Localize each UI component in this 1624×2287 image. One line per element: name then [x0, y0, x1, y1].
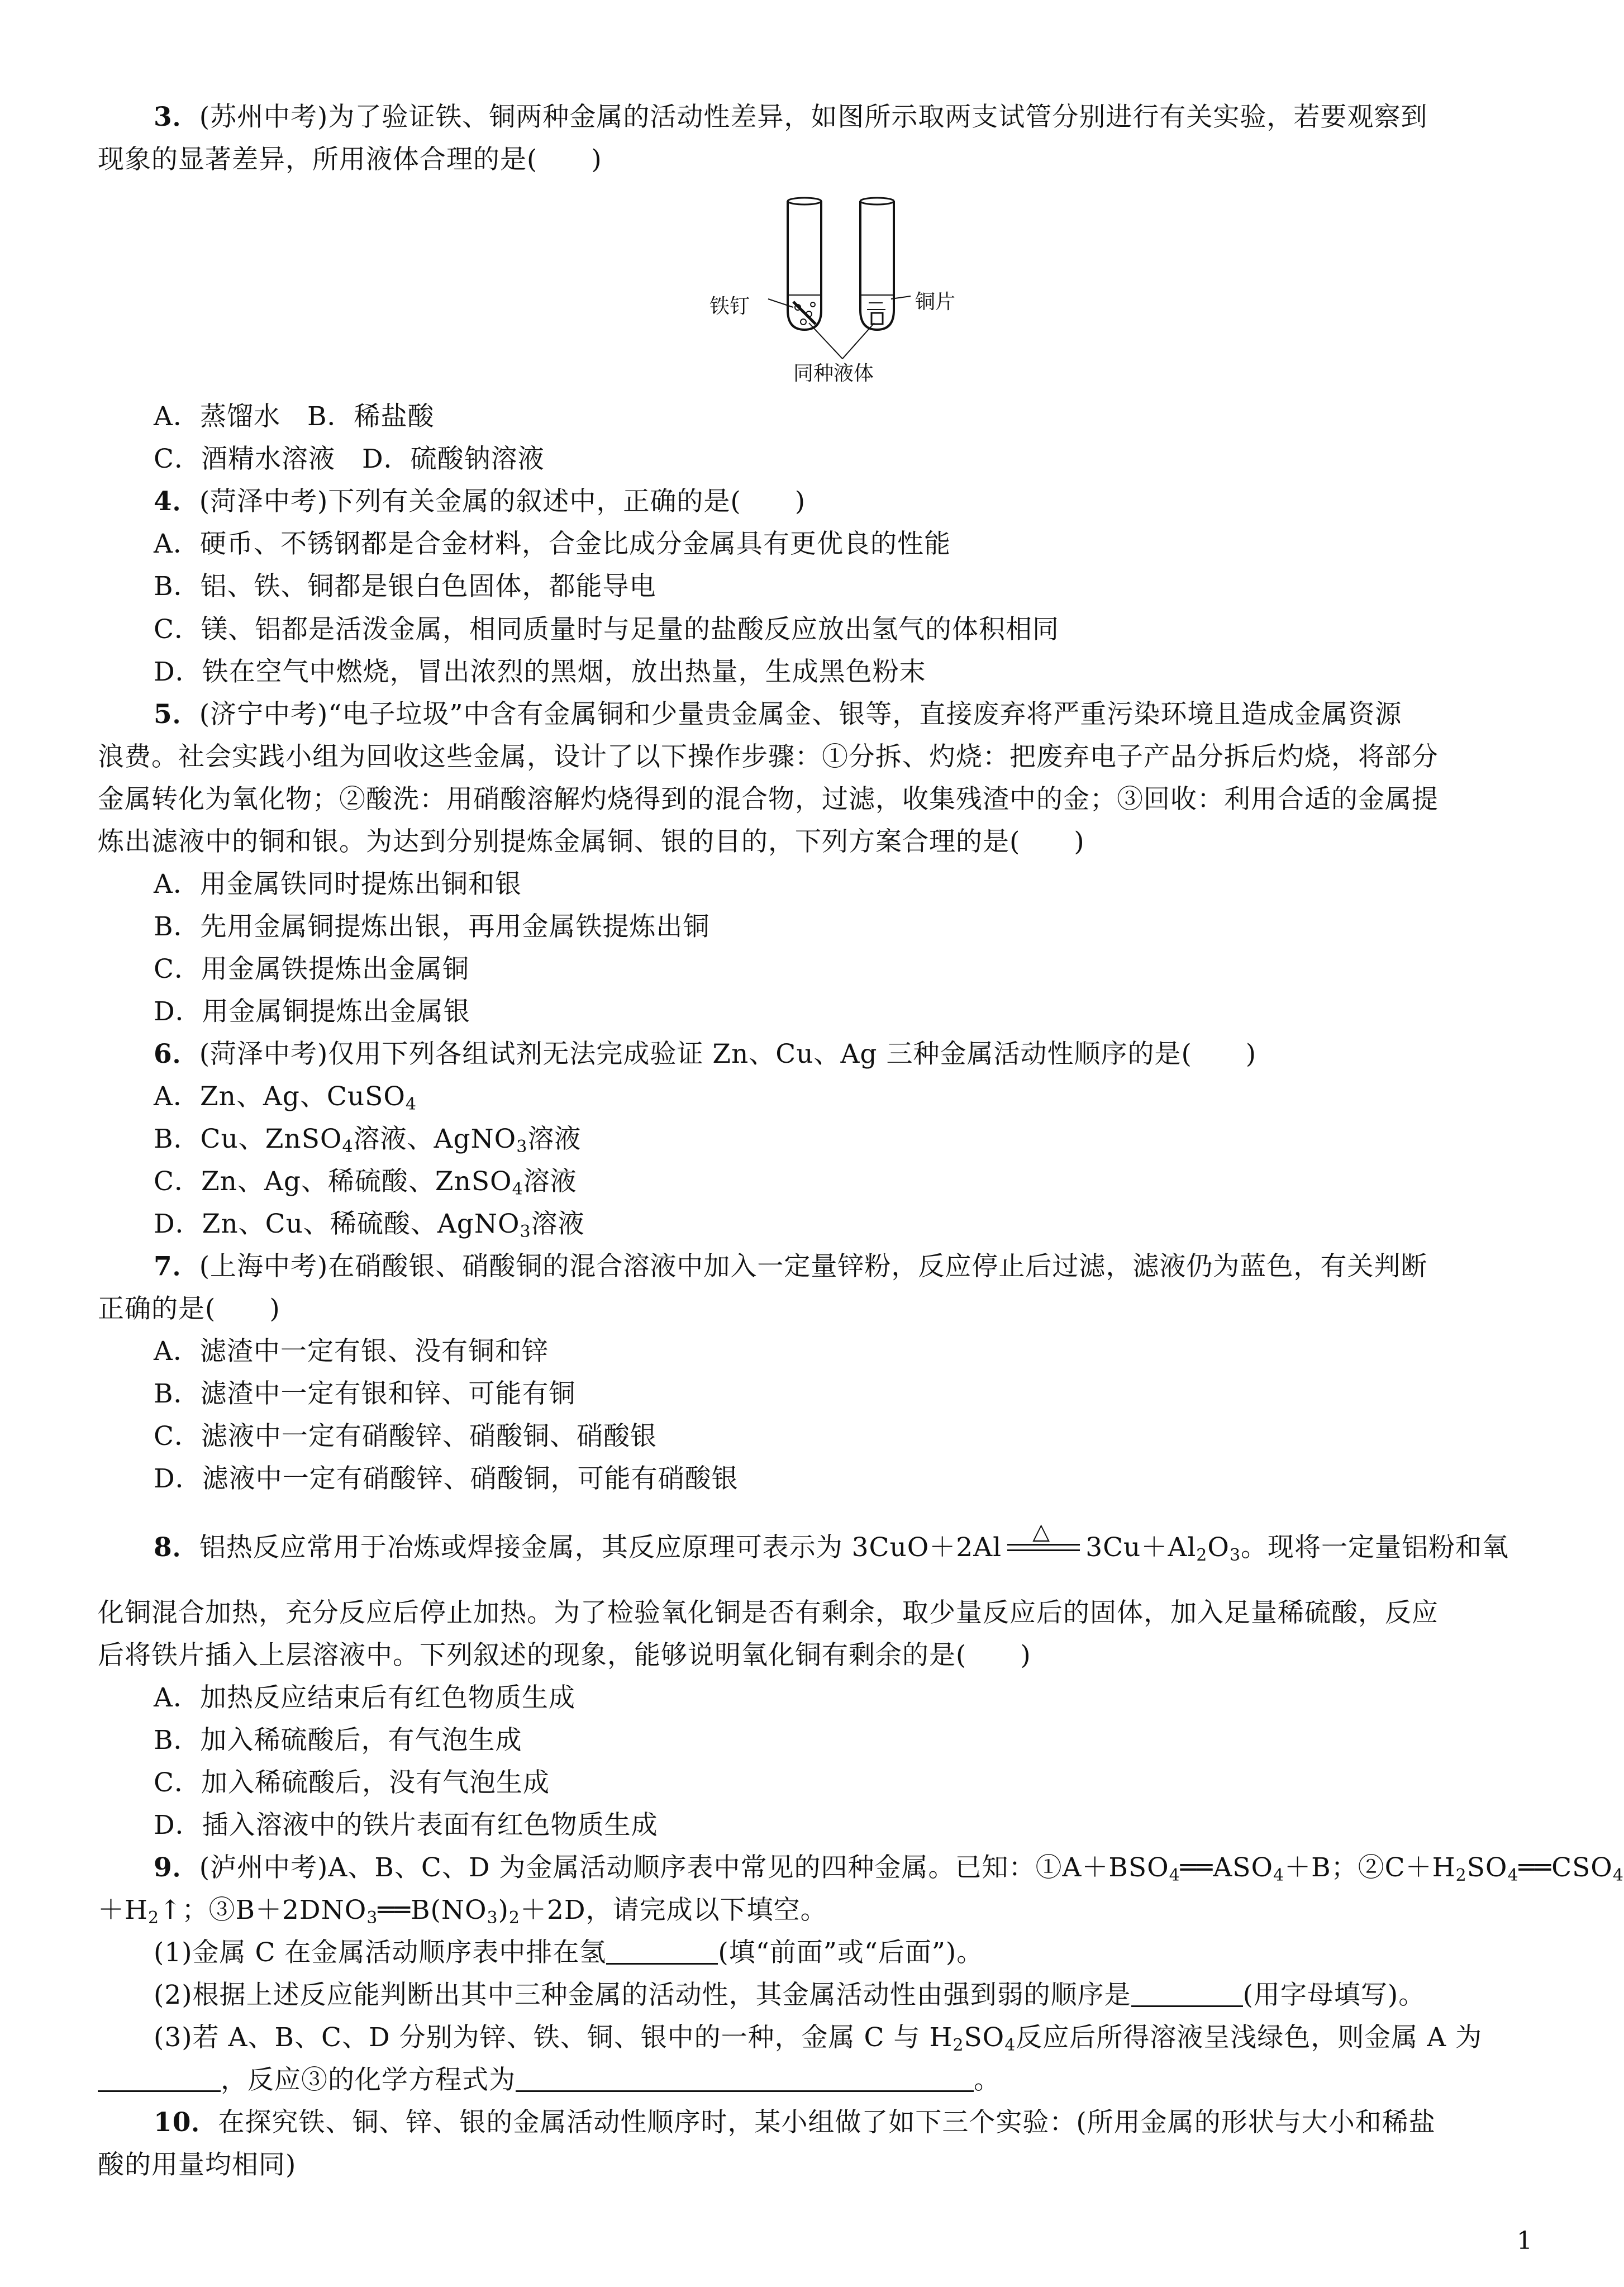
q9-sub3-line1: (3)若 A、B、C、D 分别为锌、铁、铜、银中的一种，金属 C 与 $H_2SO_4$反应后所得溶液呈浅绿色，则金属 A 为 [154, 2022, 1483, 2055]
q3-number: 3． [154, 102, 199, 132]
q3-options-cd: C．酒精水溶液 D．硫酸钠溶液 [154, 444, 545, 474]
q5-line4: 炼出滤液中的铜和银。为达到分别提炼金属铜、银的目的，下列方案合理的是( ) [98, 826, 1085, 857]
answer-blank-2[interactable] [1131, 1983, 1243, 2007]
q6-stem: 6．(菏泽中考)仅用下列各组试剂无法完成验证 Zn、Cu、Ag 三种金属活动性顺序的是( ) [154, 1039, 1257, 1069]
q6-option-b: B．Cu、ZnSO$_4$溶液、AgNO$_3$溶液 [154, 1124, 582, 1157]
q6-option-c: C．Zn、Ag、稀硫酸、ZnSO$_4$溶液 [154, 1166, 577, 1199]
q10-line2: 酸的用量均相同) [98, 2150, 297, 2180]
q7-line1: 7．(上海中考)在硝酸银、硝酸铜的混合溶液中加入一定量锌粉，反应停止后过滤，滤液仍为蓝色，有关判断 [154, 1251, 1428, 1282]
q4-stem: 4．(菏泽中考)下列有关金属的叙述中，正确的是( ) [154, 486, 806, 517]
q5-option-a: A．用金属铁同时提炼出铜和银 [154, 869, 522, 900]
q9-sub1: (1)金属 C 在金属活动顺序表中排在氢 (填“前面”或“后面”)。 [154, 1937, 984, 1968]
q6-option-a: A．Zn、Ag、CuSO$_4$ [154, 1081, 417, 1114]
heating-equals-sign: △ [1007, 1538, 1080, 1561]
answer-blank-4[interactable] [516, 2068, 974, 2092]
answer-blank-3[interactable] [98, 2068, 221, 2092]
q8-line2: 化铜混合加热，充分反应后停止加热。为了检验氧化铜是否有剩余，取少量反应后的固体，加入足量稀硫酸，反应 [98, 1597, 1439, 1628]
q5-option-c: C．用金属铁提炼出金属铜 [154, 954, 469, 985]
q4-option-d: D．铁在空气中燃烧，冒出浓烈的黑烟，放出热量，生成黑色粉末 [154, 657, 926, 687]
q7-option-b: B．滤渣中一定有银和锌、可能有铜 [154, 1378, 576, 1409]
q4-option-c: C．镁、铝都是活泼金属，相同质量时与足量的盐酸反应放出氢气的体积相同 [154, 614, 1059, 645]
label-copper-sheet: 铜片 [915, 291, 956, 313]
q3-line1: 3．(苏州中考)为了验证铁、铜两种金属的活动性差异，如图所示取两支试管分别进行有关实验，若要观察到 [154, 102, 1428, 132]
q5-line1: 5．(济宁中考)“电子垃圾”中含有金属铜和少量贵金属金、银等，直接废弃将严重污染环境且造成金属资源 [154, 699, 1402, 730]
q9-sub3-line2: ，反应③的化学方程式为 。 [98, 2063, 1001, 2097]
q9-line2: $+H_2↑$；$③B+2DNO_3══B(NO_3)_2+2D$，请完成以下填空。 [98, 1895, 827, 1928]
test-tubes-drawing [715, 196, 905, 380]
q5-option-b: B．先用金属铜提炼出银，再用金属铁提炼出铜 [154, 911, 710, 942]
q8-option-b: B．加入稀硫酸后，有气泡生成 [154, 1725, 522, 1756]
q3-line2: 现象的显著差异，所用液体合理的是( ) [98, 144, 602, 175]
q7-option-a: A．滤渣中一定有银、没有铜和锌 [154, 1336, 549, 1367]
label-same-liquid: 同种液体 [793, 362, 874, 385]
q10-line1: 10．在探究铁、铜、锌、银的金属活动性顺序时，某小组做了如下三个实验：(所用金属的形状与大小和稀盐 [154, 2107, 1436, 2138]
q5-line2: 浪费。社会实践小组为回收这些金属，设计了以下操作步骤：①分拆、灼烧：把废弃电子产品分拆后灼烧，将部分 [98, 741, 1439, 772]
q8-option-a: A．加热反应结束后有红色物质生成 [154, 1682, 575, 1713]
q7-option-c: C．滤液中一定有硝酸锌、硝酸铜、硝酸银 [154, 1421, 657, 1452]
test-tube-figure [709, 196, 956, 385]
q8-option-d: D．插入溶液中的铁片表面有红色物质生成 [154, 1810, 658, 1841]
q5-line3: 金属转化为氧化物；②酸洗：用硝酸溶解灼烧得到的混合物，过滤，收集残渣中的金；③回收：利用合适的金属提 [98, 784, 1439, 815]
q6-option-d: D．Zn、Cu、稀硫酸、AgNO$_3$溶液 [154, 1209, 585, 1242]
q8-line3: 后将铁片插入上层溶液中。下列叙述的现象，能够说明氧化铜有剩余的是( ) [98, 1640, 1031, 1671]
q9-line1: 9．(泸州中考)A、B、C、D 为金属活动顺序表中常见的四种金属。已知：$①A+BSO_4══ASO_4+B$；$②C+H_2SO_4══CSO_4$ [154, 1852, 1624, 1885]
q3-options-ab: A．蒸馏水 B．稀盐酸 [154, 401, 435, 432]
label-iron-nail: 铁钉 [709, 295, 750, 318]
q8-option-c: C．加入稀硫酸后，没有气泡生成 [154, 1767, 550, 1798]
q4-option-b: B．铝、铁、铜都是银白色固体，都能导电 [154, 571, 656, 602]
page-number: 1 [1517, 2227, 1532, 2255]
q4-option-a: A．硬币、不锈钢都是合金材料，合金比成分金属具有更优良的性能 [154, 529, 951, 559]
q7-line2: 正确的是( ) [98, 1294, 280, 1324]
q5-option-d: D．用金属铜提炼出金属银 [154, 996, 470, 1027]
q7-option-d: D．滤液中一定有硝酸锌、硝酸铜，可能有硝酸银 [154, 1463, 739, 1494]
q9-sub2: (2)根据上述反应能判断出其中三种金属的活动性，其金属活动性由强到弱的顺序是 (用字母填写)。 [154, 1980, 1426, 2010]
answer-blank-1[interactable] [606, 1941, 718, 1965]
q8-line1: 8．铝热反应常用于冶炼或焊接金属，其反应原理可表示为 3CuO＋2Al △ $3Cu+Al_2O_3$。现将一定量铝粉和氧 [154, 1519, 1509, 1565]
